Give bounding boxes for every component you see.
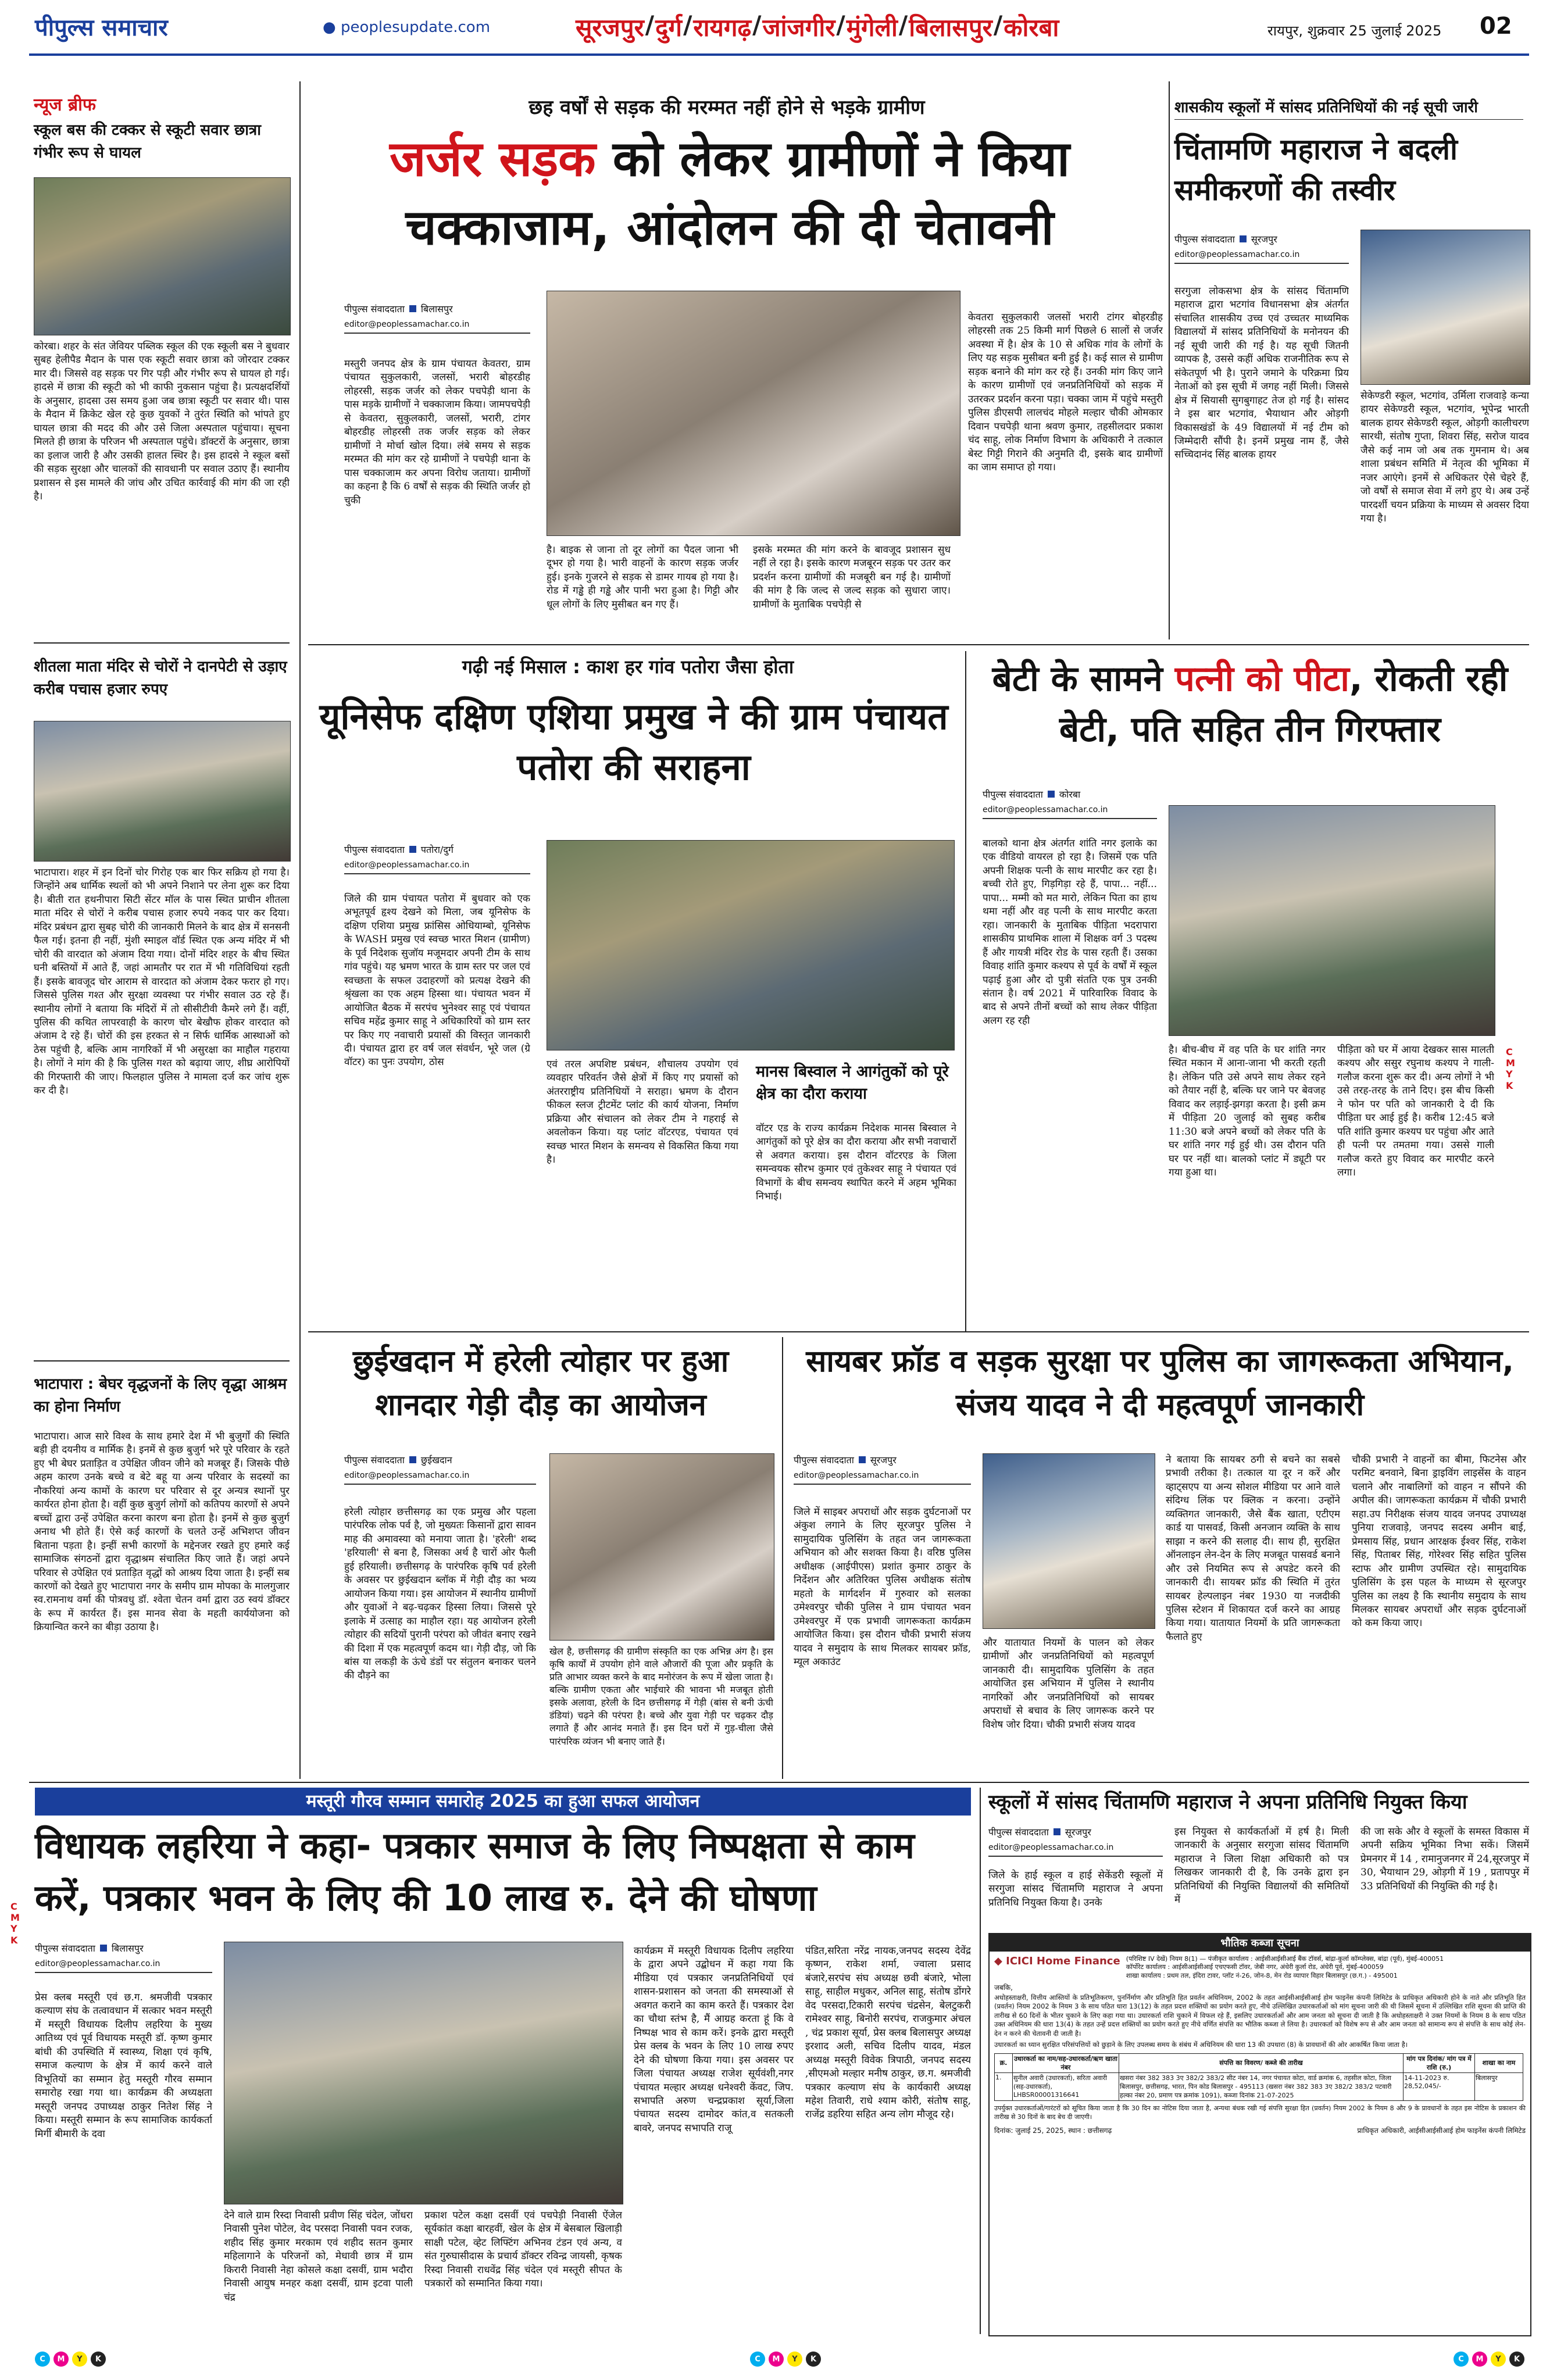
brief1-photo bbox=[34, 177, 291, 335]
table-header: मांग पत्र दिनांक/ मांग पत्र में राशि (रु.) bbox=[1404, 2053, 1475, 2072]
yellow-dot: Y bbox=[72, 2352, 87, 2367]
story3-byline bbox=[344, 843, 530, 874]
story3-kicker: गढ़ी नई मिसाल : काश हर गांव पतोरा जैसा होता bbox=[462, 656, 794, 678]
story7-col5: पंडित,सरिता नरेंद्र नायक,जनपद सदस्य देवेंद्र कृष्णन, राकेश शर्मा, ज्वाला प्रसाद बंजारे,सरपंच संघ अध्यक्ष छवी बंजारे, भोला साहू, साहील मधुकर, अनिल साहू, संतोष डोंगरे वेद परसदा,टिकारी सरपंच चंद्रसेन, बेलटुकरी रामेश्वर साहू, बिनोरी सरपंच, राजकुमार अंचल , चंद्र प्रकाश सूर्या, प्रेस क्लब बिलासपुर अध्यक्ष इरशाद अली, सचिव दिलीप यादव, मंडल अध्यक्ष मस्तूरी विवेक त्रिपाठी, जनपद सदस्य ,सीएमओ मल्हार मनीष ठाकुर, छ.ग. श्रमजीवी पत्रकार कल्याण संघ के कार्यकारी अध्यक्ष महेश तिवारी, राधे श्याम कोरी, संतोष साहू, राजेंद्र डहरिया सहित अन्य लोग मौजूद रहे। bbox=[805, 1945, 971, 2121]
story7-col1: प्रेस क्लब मस्तूरी एवं छ.ग. श्रमजीवी पत्रकार कल्याण संघ के तत्वावधान में सत्कार भवन मस्तूरी में मस्तूरी विधायक दिलीप लहरिया के मुख्य आतिथ्य एवं पूर्व विधायक मस्तूरी डॉ. कृष्ण कुमार बांधी की उपस्थिति में स्वास्थ्य, शिक्षा एवं कृषि, समाज कल्याण के क्षेत्र में कार्य करने वाले विभूतियों का सम्मान हेतु मस्तूरी गौरव सम्मान समारोह रखा गया था। कार्यक्रम की अध्यक्षता मस्तूरी जनपद उपाध्यक्ष ठाकुर नितेश सिंह ने किया। मस्तूरी सम्मान के रूप सामाजिक कार्यकर्ता मिर्गी बीमारी के दवा bbox=[35, 1992, 212, 2140]
story3-subheadline: मानस बिस्वाल ने आगंतुकों को पूरे क्षेत्र का दौरा कराया bbox=[756, 1063, 949, 1103]
black-dot: K bbox=[806, 2352, 821, 2367]
globe-icon: ● bbox=[323, 19, 336, 36]
reporter-email: editor@peoplessamachar.co.in bbox=[344, 320, 470, 329]
cyan-dot: C bbox=[35, 2352, 50, 2367]
black-dot: K bbox=[91, 2352, 106, 2367]
city: बिलासपुर bbox=[909, 13, 992, 42]
story1-col3: इसके मरम्मत की मांग करने के बावजूद प्रशासन सुध नहीं ले रहा है। इसके कारण मजबूरन सड़क पर उतर कर प्रदर्शन करना ग्रामीणों की मजबूरी बन गई है। ग्रामीणों की मांग है कि जल्द से जल्द सड़क को सुधारा जाए। ग्रामीणों के मुताबिक पचपेड़ी से bbox=[753, 544, 951, 610]
story3-headline: यूनिसेफ दक्षिण एशिया प्रमुख ने की ग्राम पंचायत पतोरा की सराहना bbox=[319, 695, 948, 788]
table-header: क्र. bbox=[995, 2053, 1013, 2072]
reporter-email: editor@peoplessamachar.co.in bbox=[794, 1471, 919, 1480]
story1-byline bbox=[344, 302, 530, 334]
square-icon bbox=[100, 1945, 107, 1952]
cyan-dot: C bbox=[750, 2352, 765, 2367]
notice-line: शाखा कार्यालय : प्रथम तल, इंदिरा टावर, प्लॉट नं-26, जोन-8, मेन रोड व्यापार विहार बिलासपुर (छ.ग.) - 495001 bbox=[1126, 1971, 1398, 1979]
magenta-dot: M bbox=[53, 2352, 69, 2367]
brief2-photo bbox=[34, 721, 291, 862]
company-name: ICICI Home Finance bbox=[1006, 1955, 1120, 1967]
reporter-email: editor@peoplessamachar.co.in bbox=[988, 1843, 1114, 1852]
story3-col1: जिले की ग्राम पंचायत पतोरा में बुधवार को एक अभूतपूर्व हृश्य देखने को मिला, जब यूनिसेफ के दक्षिण एशिया प्रमुख फ्रांसिस ओधियाम्बो, यूनिसेफ के WASH प्रमुख एवं स्वच्छ भारत मिशन (ग्रामीण) के पूर्व निदेशक सुजॉय मजूमदार अपनी टीम के साथ गांव पहुंचे। यह भ्रमण भारत के ग्राम स्तर पर जल एवं स्वच्छता के सफल उदाहरणों को प्रत्यक्ष देखने की श्रृंखला का एक अहम हिस्सा था। पंचायत भवन में आयोजित बैठक में सरपंच भुनेश्वर साहू एवं पंचायत सचिव महेंद्र कुमार साहू ने अधिकारियों को ग्राम स्तर पर किए गए नवाचारी प्रयासों की विस्तृत जानकारी दी। पंचायत द्वारा हर वर्ष जल संवर्धन, भूरे जल (ग्रे वॉटर) का पुनः उपयोग, ठोस bbox=[344, 893, 530, 1069]
story1-kicker: छह वर्षों से सड़क की मरम्मत नहीं होने से भड़के ग्रामीण bbox=[528, 96, 925, 119]
headline-text: बेटी के सामने bbox=[992, 659, 1175, 699]
story7-headline: विधायक लहरिया ने कहा- पत्रकार समाज के लिए निष्पक्षता से काम करें, पत्रकार भवन के लिए की 10 लाख रु. देने की घोषणा bbox=[35, 1824, 915, 1919]
logo-icon: ◆ bbox=[994, 1955, 1002, 1967]
story6-col4: चौकी प्रभारी ने वाहनों का बीमा, फिटनेस और परमिट बनवाने, बिना ड्राइविंग लाइसेंस के वाहन चलाने और नाबालिगों को वाहन न सौंपने की अपील की। जागरूकता कार्यक्रम में चौकी प्रभारी सहा.उप निरीक्षक संजय यादव जनपद उपाध्यक्ष पुनिया राजवाड़े, जनपद सदस्य अमीन बाई, प्रेमसाय सिंह, प्रधान आरक्षक ईश्वर सिंह, राकेश सिंह, पिताबर सिंह, गोरेश्वर सिंह सहित पुलिस स्टाफ और ग्रामीण उपस्थित रहे। सामुदायिक पुलिसिंग के इस पहल के माध्यम से सूरजपुर पुलिस का लक्ष्य है कि स्थानीय समुदाय के साथ मिलकर सायबर अपराधों और सड़क दुर्घटनाओं को कम किया जाए। bbox=[1352, 1454, 1526, 1629]
story6-col2: और यातायात नियमों के पालन को लेकर ग्रामीणों और जनप्रतिनिधियों को महत्वपूर्ण जानकारी दी। सामुदायिक पुलिसिंग के तहत आयोजित इस अभियान में पुलिस ने स्थानीय नागरिकों और जनप्रतिनिधियों को सायबर अपराधों से बचाव के लिए जागरूक करने पर विशेष जोर दिया। चौकी प्रभारी संजय यादव bbox=[983, 1637, 1154, 1731]
dateline: रायपुर, शुक्रवार 25 जुलाई 2025 bbox=[1267, 23, 1442, 39]
story8-byline bbox=[988, 1825, 1163, 1857]
reporter-name: पीपुल्स संवाददाता bbox=[35, 1943, 95, 1954]
cmyk-marker-side: C M Y K bbox=[1506, 1046, 1515, 1091]
story3-col2: एवं तरल अपशिष्ट प्रबंधन, शौचालय उपयोग एवं व्यवहार परिवर्तन जैसे क्षेत्रों में किए गए प्रयासों को अंतरराष्ट्रीय प्रतिनिधियों ने सराहा। भ्रमण के दौरान फीकल स्लज ट्रीटमेंट प्लांट की कार्य योजना, निर्माण प्रक्रिया और संचालन को लेकर टीम ने गहराई से अवलोकन किया। यह प्लांट वॉटरएड, पंचायत एवं स्वच्छ भारत मिशन के समन्वय से विकसित किया गया है। bbox=[547, 1059, 738, 1166]
story4-col1: बालको थाना क्षेत्र अंतर्गत शांति नगर इलाके का एक वीडियो वायरल हो रहा है। जिसमें एक पति अपनी शिक्षक पत्नी के साथ मारपीट कर रहा है। बच्ची रोते हुए, गिड़गिड़ा रहे हैं, पापा... नहीं... पापा... मम्मी को मत मारो, लेकिन पिता का हाथ थमा नहीं और वह पत्नी के साथ मारपीट करता रहा। जानकारी के मुताबिक पीड़िता भदरापारा शासकीय प्राथमिक शाला में शिक्षक वर्ग 3 पदस्थ हैं और गायत्री मंदिर रोड के पास रहती हैं। उसका विवाह शांति कुमार कश्यप से पूर्व के वर्षों में स्कूल पढ़ाई हुआ और दो पुत्री संतति एक पुत्र उनकी संतान है। वर्ष 2021 में पारिवारिक विवाद के बाद से अपने तीनों बच्चों को साथ लेकर पीड़िता अलग रह रही bbox=[983, 838, 1157, 1027]
byline-place: सूरजपुर bbox=[870, 1455, 897, 1466]
story8-col1: जिले के हाई स्कूल व हाई सेकेंडरी स्कूलों में सरगुजा सांसद चिंतामणि महाराज ने अपना प्रतिनिधि नियुक्त किया है। उनके bbox=[988, 1870, 1163, 1909]
reporter-email: editor@peoplessamachar.co.in bbox=[344, 1471, 470, 1480]
city: मुंगेली bbox=[846, 13, 898, 42]
square-icon bbox=[859, 1456, 866, 1463]
story8-col2: इस नियुक्त से कार्यकर्ताओं में हर्ष है। मिली जानकारी के अनुसार सरगुजा सांसद चिंतामणि महाराज ने जिला शिक्षा अधिकारी को पत्र लिखकर जानकारी दी है, कि उनके द्वारा इन प्रतिनिधियों की नियुक्ति विद्यालयों की समितियों में bbox=[1174, 1826, 1349, 1906]
byline-place: बिलासपुर bbox=[111, 1943, 144, 1954]
story2-byline bbox=[1174, 233, 1349, 264]
headline-highlight: जर्जर सड़क bbox=[390, 130, 596, 187]
story4-col3: पीड़िता को घर में आया देखकर सास मालती कश्यप और ससुर रघुनाथ कश्यप ने गाली-गलौज करना शुरू कर दी। अन्य लोगों ने भी उसे तरह-तरह के ताने दिए। इस बीच किसी ने फोन पर पति को जानकारी दे दी कि पीड़िता घर आई हुई है। करीब 12:45 बजे पति शांति कुमार कश्यप घर पहुंचा और आते ही पत्नी पर तमतमा गया। उससे गाली गलौज करते हुए विवाद कर मारपीट करने लगा। bbox=[1337, 1044, 1494, 1179]
reporter-email: editor@peoplessamachar.co.in bbox=[344, 860, 470, 870]
reporter-email: editor@peoplessamachar.co.in bbox=[35, 1959, 160, 1968]
table-cell: बिलासपुर bbox=[1475, 2072, 1523, 2100]
divider bbox=[1174, 119, 1523, 120]
square-icon bbox=[409, 1456, 416, 1463]
story6-photo bbox=[983, 1453, 1155, 1629]
byline-place: सूरजपुर bbox=[1251, 234, 1277, 245]
edition-cities: सूरजपुर / दुर्ग / रायगढ़ / जांजगीर / मुंगेली / बिलासपुर / कोरबा bbox=[576, 10, 1059, 44]
story2-col2: सेकेण्डरी स्कूल, भटगांव, उर्मिला राजवाड़े कन्या हायर सेकेण्डरी स्कूल, भटगांव, भूपेन्द्र भारती बालक हायर सेकेण्डरी स्कूल, ओड़गी कालीचरण सारथी, संतोष गुप्ता, शिवरा सिंह, सरोज यादव जैसे कई नाम जो अब तक गुमनाम थे। अब शाला प्रबंधन समिति में नेतृत्व की भूमिका में नजर आएंगे। इनमें से अधिकतर ऐसे चेहरे हैं, जो वर्षों से समाज सेवा में लगे हुए थे। अब उन्हें पारदर्शी चयन प्रक्रिया के माध्यम से अवसर दिया गया है। bbox=[1360, 390, 1529, 525]
story2-col1: सरगुजा लोकसभा क्षेत्र के सांसद चिंतामणि महाराज द्वारा भटगांव विधानसभा क्षेत्र अंतर्गत संचालित शासकीय उच्च एवं उच्चतर माध्यमिक विद्यालयों में सांसद प्रतिनिधियों के मनोनयन की नई सूची जारी की गई है। यह सूची जितनी व्यापक है, उससे कहीं अधिक राजनीतिक रूप से संकेतपूर्ण भी है। पुराने जमाने के परिक्रमा प्रिय नेताओं को इस सूची में जगह नहीं मिली। जिससे क्षेत्र में सियासी सुगबुगाहट तेज हो गई है। सांसद ने इस बार भटगांव, भैयाथान और ओड़गी विकासखंडों के 49 विद्यालयों में नई टीम को जिम्मेदारी सौंपी है। इनमें प्रमुख नाम हैं, जैसे सच्चिदानंद सिंह बालक हायर bbox=[1174, 285, 1349, 461]
cmyk-marks-right bbox=[1454, 2352, 1524, 2367]
reporter-name: पीपुल्स संवाददाता bbox=[344, 1455, 405, 1466]
reporter-name: पीपुल्स संवाददाता bbox=[983, 789, 1043, 800]
story7-kicker: मस्तूरी गौरव सम्मान समारोह 2025 का हुआ सफल आयोजन bbox=[35, 1788, 971, 1816]
story1-photo bbox=[547, 291, 960, 536]
notice-para: अधोहस्ताक्षरी, वित्तीय आस्तियों के प्रतिभूतिकरण, पुनर्निर्माण और प्रतिभूति हित प्रवर्तन अधिनियम, 2002 के तहत आईसीआईसीआई होम फाइनेंस कंपनी लिमिटेड के प्राधिकृत अधिकारी होने के नाते और प्रतिभूति हित (प्रवर्तन) नियम 2002 के नियम 3 के साथ पठित धारा 13(12) के तहत प्रदत्त शक्तियों का प्रयोग करते हुए, नीचे उल्लिखित उधारकर्ताओं को मांग सूचना जारी की थी जिसमें सूचना में उल्लिखित राशि सूचना की प्राप्ति की तारीख से 60 दिनों के भीतर चुकाने के लिए कहा गया था। उधारकर्ता राशि चुकाने में विफल रहे हैं, इसलिए उधारकर्ताओं और आम जनता को सूचना दी जाती है कि अधोहस्ताक्षरी ने उक्त नियमों के नियम 8 के साथ पठित उक्त अधिनियम की धारा 13(4) के तहत उन्हें प्रदत्त शक्तियों का प्रयोग करते हुए नीचे वर्णित संपत्ति का भौतिक कब्जा ले लिया है। उधारकर्ता को विशेष रूप से और आम जनता को सामान्य रूप से संपत्ति के साथ कोई लेन-देन न करने की चेतावनी दी जाती है। bbox=[994, 1993, 1526, 2038]
website-link[interactable] bbox=[323, 19, 490, 36]
story7-byline bbox=[35, 1942, 212, 1973]
table-header: शाखा का नाम bbox=[1475, 2053, 1523, 2072]
website-text: peoplesupdate.com bbox=[340, 19, 491, 36]
table-cell: सुनील अवारी (उधारकर्ता), सरिता अवारी (सह-उधारकर्ता), LHBSR00001316641 bbox=[1013, 2072, 1119, 2100]
story5-photo bbox=[549, 1453, 774, 1641]
column-divider bbox=[980, 1788, 981, 2334]
legal-notice bbox=[988, 1933, 1531, 2336]
brief3-headline: भाटापारा : बेघर वृद्धजनों के लिए वृद्धा आश्रम का होना निर्माण bbox=[34, 1375, 287, 1416]
byline-place: बिलासपुर bbox=[420, 303, 453, 315]
byline-place: छुईखदान bbox=[420, 1455, 452, 1466]
story7-col2: देने वाले ग्राम रिस्दा निवासी प्रवीण सिंह चंदेल, जोंधरा निवासी पुनेश पोटेल, वेद परसदा निवासी पवन रजक, शहीद सिंह कुमार मरकाम एवं शहीद सतन कुमार महिलागाने के परिजनों को, मेधावी छात्र में ग्राम किरारी निवासी नेहा कोसले कक्षा दसवीं, ग्राम भदौरा निवासी आयुष मनहर कक्षा दसवीं, ग्राम इटवा पाली चंद्र bbox=[224, 2210, 413, 2303]
city: सूरजपुर bbox=[576, 13, 644, 42]
byline-place: पतोरा/दुर्ग bbox=[420, 844, 453, 855]
paper-logo: पीपुल्स समाचार bbox=[35, 15, 168, 41]
story6-col1: जिले में साइबर अपराधों और सड़क दुर्घटनाओं पर अंकुश लगाने के लिए सूरजपुर पुलिस ने सामुदायिक पुलिसिंग के तहत जन जागरूकता अभियान को और सशक्त किया है। वरिष्ठ पुलिस अधीक्षक (आईपीएस) प्रशांत कुमार ठाकुर के निर्देशन और अतिरिक्त पुलिस अधीक्षक संतोष महतो के मार्गदर्शन में गुरुवार को सलका उमेश्वरपुर चौकी पुलिस ने ग्राम पंचायत भवन उमेश्वरपुर में एक प्रभावी जागरूकता कार्यक्रम आयोजित किया। इस दौरान चौकी प्रभारी संजय यादव ने समुदाय के साथ मिलकर सायबर फ्रॉड, म्यूल अकाउंट bbox=[794, 1506, 971, 1668]
story1-col2: है। बाइक से जाना तो दूर लोगों का पैदल जाना भी दूभर हो गया है। भारी वाहनों के कारण सड़क जर्जर हुई। इनके गुजरने से सड़क से डामर गायब हो गया है। रोड में गड्ढे ही गड्ढे और पानी भरा हुआ है। गिट्टी और धूल लोगों के लिए मुसीबत बन गए हैं। bbox=[547, 544, 738, 610]
story2-photo bbox=[1360, 230, 1530, 385]
notice-signatory: प्राधिकृत अधिकारी, आईसीआईसीआई होम फाइनेंस कंपनी लिमिटेड bbox=[1357, 2126, 1526, 2135]
table-header: संपत्ति का विवरण/ कब्जे की तारीख bbox=[1119, 2053, 1404, 2072]
table-header: उधारकर्ता का नाम/सह-उधारकर्ता/ऋण खाता नंबर bbox=[1013, 2053, 1119, 2072]
section-rule bbox=[308, 644, 1529, 645]
notice-salutation: जबकि, bbox=[994, 1983, 1013, 1992]
black-dot: K bbox=[1509, 2352, 1524, 2367]
brief2-text: भाटापारा। शहर में इन दिनों चोर गिरोह एक बार फिर सक्रिय हो गया है। जिन्होंने अब धार्मिक स्थलों को भी अपने निशाने पर लेना शुरू कर दिया है। बीती रात हथनीपारा सिटी सेंटर मॉल के पास स्थित प्राचीन शीतला माता मंदिर से चोरों ने करीब पचास हजार रुपये नकद पार कर दिया। मंदिर प्रबंधन द्वारा सुबह चोरी की जानकारी मिलने के बाद क्षेत्र में सनसनी फैल गई। इतना ही नहीं, मुंशी स्माइल वॉर्ड स्थित एक अन्य मंदिर में भी चोरी की वारदात को अंजाम दिया गया। दोनों मंदिर शहर के बीच स्थित घनी बस्तियों में आते हैं, जहां आमतौर पर रात में भी गतिविधियां रहती हैं। इसके बावजूद चोर आराम से वारदात को अंजाम देकर फरार हो गए। जिससे पुलिस गश्त और सुरक्षा व्यवस्था पर गंभीर सवाल उठ रहे हैं। स्थानीय लोगों ने बताया कि मंदिरों में तो सीसीटीवी कैमरे लगे हैं। वहीं, पुलिस की कथित लापरवाही के कारण चोर बेखौफ होकर वारदात को अंजाम दे रहे हैं। चोरों की इस हरकत से न सिर्फ धार्मिक आस्थाओं को ठेस पहुंची है, बल्कि आम नागरिकों में भी असुरक्षा का माहौल गहराया है। लोगों ने मांग की है कि पुलिस गश्त को बढ़ाया जाए, शीघ्र आरोपियों की गिरफ्तारी की जाए। फिलहाल पुलिस ने मामला दर्ज कर जांच शुरू कर दी है। bbox=[34, 867, 290, 1097]
notice-footer: उपर्युक्त उधारकर्ताओं/गारंटरों को सूचित किया जाता है कि 30 दिन का नोटिस दिया जाता है, अन्यथा बंधक रखी गई संपत्ति सुरक्षा हित (प्रवर्तन) नियम 2002 के नियम 8 और 9 के प्रावधानों के तहत इस नोटिस के प्रकाशन की तारीख से 30 दिनों के बाद बेच दी जाएगी। bbox=[994, 2104, 1526, 2121]
story4-headline bbox=[974, 654, 1526, 755]
story8-col3: की जा सके और वे स्कूलों के समस्त विकास में अपनी सक्रिय भूमिका निभा सकें। जिसमें प्रेमनगर में 14 , रामानुजनगर में 24,सूरजपुर में 30, भैयाथान 29, ओड़गी में 19 , प्रतापपुर में 33 प्रतिनिधियों की नियुक्ति की गई है। bbox=[1360, 1826, 1529, 1892]
story7-col3: प्रकाश पटेल कक्षा दसवीं एवं पचपेड़ी निवासी ऐंजेल सूर्यकांत कक्षा बारहवीं, खेल के क्षेत्र में बेसबाल खिलाड़ी साक्षी पटेल, व्हेट लिफ्टिंग अभिनव टंडन एवं अन्य, व संत गुरुघासीदास के प्रचार्य डॉक्टर रविन्द्र जायसी, कृषक रिस्दा निवासी राधवेंद्र सिंह चंदेल एवं मस्तूरी सीपत के पत्रकारों को सम्मानित किया गया। bbox=[424, 2210, 622, 2290]
cyan-dot: C bbox=[1454, 2352, 1469, 2367]
page-number: 02 bbox=[1480, 13, 1512, 40]
news-brief-label: न्यूज ब्रीफ bbox=[34, 95, 96, 115]
story8-headline: स्कूलों में सांसद चिंतामणि महाराज ने अपना प्रतिनिधि नियुक्त किया bbox=[988, 1791, 1467, 1814]
headline-text: को लेकर ग्रामीणों ने किया चक्काजाम, आंदोलन की दी चेतावनी bbox=[405, 130, 1070, 256]
divider bbox=[34, 642, 290, 644]
yellow-dot: Y bbox=[787, 2352, 802, 2367]
reporter-name: पीपुल्स संवाददाता bbox=[1174, 234, 1235, 245]
headline-highlight: पत्नी को पीटा bbox=[1174, 659, 1349, 699]
square-icon bbox=[1048, 791, 1055, 798]
city: कोरबा bbox=[1004, 13, 1059, 42]
table-cell: 1. bbox=[995, 2072, 1013, 2100]
story5-col2: खेल है, छत्तीसगढ़ की ग्रामीण संस्कृति का एक अभिन्न अंग है। इस कृषि कार्यों में उपयोग होने वाले औजारों की पूजा और प्रकृति के प्रति आभार व्यक्त करने के बाद मनोरंजन के रूप में खेला जाता है। बल्कि ग्रामीण एकता और भाईचारे की भावना भी मजबूत होती इसके अलावा, हरेली के दिन छत्तीसगढ़ में गेड़ी (बांस से बनी ऊंची डंडियां) चढ़ने की परंपरा है। बच्चे और युवा गेड़ी पर चढ़कर दौड़ लगाते हैं और आनंद मनाते हैं। इस दिन घरों में गुड़-चीला जैसे पारंपरिक व्यंजन भी बनाए जाते हैं। bbox=[549, 1646, 773, 1747]
story6-byline bbox=[794, 1453, 971, 1485]
story1-col4: केवतरा सुकुलकारी जलसों भरारी टांगर बोहरडीह लोहरसी तक 25 किमी मार्ग पिछले 6 सालों से जर्जर अवस्था में है। क्षेत्र के 10 से अधिक गांव के लोगों के लिए यह सड़क मुसीबत बनी हुई है। कई साल से ग्रामीण सड़क बनाने की मांग कर रहे हैं। उनकी मांग किए जाने के कारण ग्रामीणों एवं जनप्रतिनिधियों को सड़क में उतरकर प्रदर्शन करना पड़ा। चक्का जाम में पहुंचे मस्तुरी पुलिस डीएसपी लालचंद मोहले मल्हार चौकी ओमकार दिवान पचपेड़ी थाना श्रवण कुमार, तहसीलदार प्रकाश चंद साहू, लोक निर्माण विभाग के अधिकारी ने तत्काल बेस्ट गिट्टी गिराने की अनुमति दी, इसके बाद ग्रामीणों का जाम समाप्त हो गया। bbox=[968, 312, 1163, 473]
city: रायगढ़ bbox=[693, 13, 752, 42]
column-divider bbox=[1169, 81, 1170, 639]
headline-text: , रोकती रही बेटी, पति सहित तीन गिरफ्तार bbox=[1059, 659, 1508, 750]
brief2-headline: शीतला माता मंदिर से चोरों ने दानपेटी से उड़ाए करीब पचास हजार रुपए bbox=[34, 658, 287, 698]
notice-table bbox=[994, 2053, 1523, 2101]
story2-headline: चिंतामणि महाराज ने बदली समीकरणों की तस्वीर bbox=[1174, 133, 1458, 207]
story1-headline bbox=[308, 125, 1151, 262]
reporter-email: editor@peoplessamachar.co.in bbox=[983, 805, 1108, 814]
yellow-dot: Y bbox=[1491, 2352, 1506, 2367]
square-icon bbox=[1054, 1828, 1060, 1835]
notice-title: भौतिक कब्जा सूचना bbox=[990, 1934, 1530, 1952]
reporter-email: editor@peoplessamachar.co.in bbox=[1174, 250, 1300, 259]
column-divider bbox=[965, 651, 966, 1331]
notice-date: दिनांक: जुलाई 25, 2025, स्थान : छत्तीसगढ़ bbox=[994, 2126, 1112, 2135]
square-icon bbox=[1240, 235, 1247, 242]
cmyk-marker-left: C M Y K bbox=[10, 1901, 20, 1946]
magenta-dot: M bbox=[1472, 2352, 1487, 2367]
cmyk-marks-center bbox=[750, 2352, 821, 2367]
column-divider bbox=[782, 1337, 783, 1779]
square-icon bbox=[409, 846, 416, 853]
notice-para: उधारकर्ता का ध्यान सुरक्षित परिसंपत्तियों को छुड़ाने के लिए उपलब्ध समय के संबंध में अधिनियम की धारा 13 की उपधारा (8) के प्रावधानों की ओर आकर्षित किया जाता है। bbox=[994, 2040, 1408, 2049]
masthead-rule bbox=[29, 53, 1529, 56]
table-cell: खसरा नंबर 382 383 3ए 382/2 383/2 सीट नंबर 14, नगर पंचायत कोटा, वार्ड क्रमांक 6, तहसील कोटा, जिला बिलासपुर, छत्तीसगढ़, भारत, पिन कोड बिलासपुर - 495113 (खसरा नंबर 382 383 3ए 382/2 383/2 पटवारी हल्का नंबर 20, प्रमाण पत्र क्रमांक 1091), कब्जा दिनांक 21-07-2025 bbox=[1119, 2072, 1404, 2100]
reporter-name: पीपुल्स संवाददाता bbox=[344, 844, 405, 855]
story3-photo bbox=[547, 840, 955, 1050]
table-cell: 14-11-2023 रु. 28,52,045/- bbox=[1404, 2072, 1475, 2100]
story7-photo bbox=[224, 1942, 623, 2204]
story6-col3: ने बताया कि सायबर ठगी से बचने का सबसे प्रभावी तरीका है। तत्काल या दूर न करें और व्हाट्सएप या अन्य सोशल मीडिया पर आने वाले संदिग्ध लिंक पर क्लिक न करना। उन्होंने व्यक्तिगत जानकारी, जैसे बैंक खाता, एटीएम कार्ड या पासवर्ड, किसी अनजान व्यक्ति के साथ साझा न करने की सलाह दी। साथ ही, सुरक्षित ऑनलाइन लेन-देन के लिए मजबूत पासवर्ड बनाने और उसे नियमित रूप से अपडेट करने की जानकारी दी। सायबर फ्रॉड की स्थिति में तुरंत सायबर हेल्पलाइन नंबर 1930 या नजदीकी पुलिस स्टेशन में शिकायत दर्ज करने का आग्रह किया गया। यातायात नियमों के प्रति जागरूकता फैलाते हुए bbox=[1166, 1454, 1340, 1643]
masthead bbox=[0, 0, 1557, 52]
story3-subtext: वॉटर एड के राज्य कार्यक्रम निदेशक मानस बिस्वाल ने आगंतुकों को पूरे क्षेत्र का दौरा कराया और सभी नवाचारों से अवगत कराया। इस दौरान वॉटरएड के जिला समन्वयक सौरभ कुमार एवं तुकेश्वर साहू ने पंचायत एवं विभागों के बीच समन्वय स्थापित करने में अहम भूमिका निभाई। bbox=[756, 1123, 956, 1203]
column-divider bbox=[299, 81, 301, 1779]
story1-col1: मस्तुरी जनपद क्षेत्र के ग्राम पंचायत केवतरा, ग्राम पंचायत सुकुलकारी, जलसों, भरारी बोहरडीह लोहरसी, सड़क जर्जर को लेकर पचपेड़ी थाना के पास मड़के ग्रामीणों ने चक्काजाम किया। जामपचपेड़ी से केवतरा, सुकुलकारी, जलसों, भरारी, टांगर बोहरडीह लोहरसी तक जर्जर सड़क को लेकर ग्रामीणों ने मोर्चा खोल दिया। लंबे समय से सड़क मरम्मत की मांग कर रहे ग्रामीणों ने पचपेड़ी थाना के पास चक्काजाम कर अपना विरोध जताया। ग्रामीणों का कहना है कि 6 वर्षों से सड़क की स्थिति जर्जर हो चुकी bbox=[344, 358, 530, 506]
icici-logo bbox=[994, 1955, 1120, 1967]
cmyk-marks-left bbox=[35, 2352, 106, 2367]
story5-col1: हरेली त्योहार छत्तीसगढ़ का एक प्रमुख और पहला पारंपरिक लोक पर्व है, जो मुख्यतः किसानों द्वारा सावन माह की अमावस्या को मनाया जाता है। 'हरेली' शब्द 'हरियाली' से बना है, जिसका अर्थ है चारों ओर फैली हुई हरियाली। छत्तीसगढ़ के पारंपरिक कृषि पर्व हरेली के अवसर पर छुईखदान ब्लॉक में गेड़ी दौड़ का भव्य आयोजन किया गया। इस आयोजन में स्थानीय ग्रामीणों और युवाओं ने बढ़-चढ़कर हिस्सा लिया। जिससे पूरे इलाके में उत्साह का माहौल रहा। यह आयोजन हरेली त्योहार की सदियों पुरानी परंपरा को जीवंत बनाए रखने की दिशा में एक महत्वपूर्ण कदम था। गेड़ी दौड़, जो कि बांस या लकड़ी के ऊंचे डंडों पर संतुलन बनाकर चलने की दौड़ने का bbox=[344, 1506, 536, 1682]
notice-line: कॉर्पोरेट कार्यालय : आईसीआईसीआई एचएफसी टॉवर, जेबी नगर, अंधेरी कुर्ला रोड, अंधेरी पूर्व, मुंबई-400059 bbox=[1126, 1963, 1384, 1971]
magenta-dot: M bbox=[769, 2352, 784, 2367]
reporter-name: पीपुल्स संवाददाता bbox=[794, 1455, 854, 1466]
brief1-headline: स्कूल बस की टक्कर से स्कूटी सवार छात्रा गंभीर रूप से घायल bbox=[34, 121, 262, 162]
brief3-text: भाटापारा। आज सारे विश्व के साथ हमारे देश में भी बुजुर्गों की स्थिति बड़ी ही दयनीय व मार्मिक है। इनमें से कुछ बुजुर्ग भरे पूरे परिवार के रहते हुए भी बेघर प्रताड़ित व उपेक्षित जीवन जीने को मजबूर हैं। जिसके पीछे अहम कारण उनके बच्चे व बेटे बहू या अन्य परिवार के सदस्यों का नौकरियां अन्य कामों के कारण घर परिवार से दूर अन्यत्र स्थानों पुर कार्यरत होना होता है। वहीं कुछ बुजुर्ग लोगों को कतिपय कारणों से अपने बच्चों द्वारा उन्हें उपेक्षित करना कारण बना होता है। इनमें से कुछ बुजुर्ग अनाथ भी होते हैं। ऐसे कई कारणों के चलते उन्हें अभिशप्त जीवन बिताना पड़ता है। इन्हीं सभी कारणों के मद्देनजर रखते हुए हमारे कई सामाजिक संगठनों द्वारा वृद्धाश्रम संचालित किए जाते हैं। जहां अपने परिवार से उपेक्षित एवं प्रताड़ित वृद्धों को आश्रय दिया जाता है। इन्हीं सब कारणों को देखते हुए भाटापारा नगर के समीप ग्राम मोपका के मालगुजार स्व.रामनाथ वर्मा की पोत्रवधु डॉ. श्वेता चेतन वर्मा द्वारा उठ स्वयं डॉक्टर के रूप में कार्यरत हैं। इस मानव सेवा के महती कार्ययोजना को क्रियान्वित करने का बीड़ा उठाया है। bbox=[34, 1431, 290, 1634]
story7-col4: कार्यक्रम में मस्तूरी विधायक दिलीप लहरिया के द्वारा अपने उद्बोधन में कहा गया कि मीडिया एवं पत्रकार जनप्रतिनिधियों एवं शासन-प्रशासन को जनता की समस्याओं से अवगत कराने का काम करते हैं। पत्रकार देश का चौथा स्तंभ है, मैं आग्रह करता हूं कि वे निष्पक्ष भाव से काम करें। इनके द्वारा मस्तूरी प्रेस क्लब के भवन के लिए 10 लाख रुपए देने की घोषणा किया गया। इस अवसर पर जिला पंचायत अध्यक्ष राजेश सूर्यवंशी,नगर पंचायत मल्हार अध्यक्ष धनेश्वरी केंवट, जिप. सभापति अरुण चन्द्रप्रकाश सूर्या,जिला पंचायत सदस्य दामोदर कांत,व सतकली बावरे, जनपद सभापति राजू bbox=[634, 1945, 794, 2134]
section-rule bbox=[308, 1331, 1529, 1332]
story5-byline bbox=[344, 1453, 536, 1485]
section-rule bbox=[29, 1782, 1529, 1783]
city: दुर्ग bbox=[655, 13, 683, 42]
story4-col2: है। बीच-बीच में वह पति के घर शांति नगर स्थित मकान में आना-जाना भी करती रहती है। लेकिन पति उसे अपने साथ लेकर रहने को तैयार नहीं है, बल्कि घर जाने पर बेवजह विवाद कर लड़ाई-झगड़ा करता है। इसी क्रम में पीड़िता 20 जुलाई को सुबह करीब 11:30 बजे अपने बच्चों को लेकर पति के घर शांति नगर गई हुई थी। उस दौरान पति घर पर नहीं था। बालको प्लांट में ड्यूटी पर गया हुआ था। bbox=[1169, 1044, 1326, 1179]
story2-kicker: शासकीय स्कूलों में सांसद प्रतिनिधियों की नई सूची जारी bbox=[1174, 99, 1479, 116]
story4-photo bbox=[1169, 805, 1495, 1036]
reporter-name: पीपुल्स संवाददाता bbox=[344, 303, 405, 315]
square-icon bbox=[409, 305, 416, 312]
byline-place: सूरजपुर bbox=[1065, 1827, 1091, 1838]
story4-byline bbox=[983, 788, 1157, 819]
city: जांजगीर bbox=[762, 13, 835, 42]
reporter-name: पीपुल्स संवाददाता bbox=[988, 1827, 1049, 1838]
table-row bbox=[995, 2072, 1523, 2100]
divider bbox=[34, 1360, 290, 1361]
byline-place: कोरबा bbox=[1059, 789, 1081, 800]
brief1-text: कोरबा। शहर के संत जेवियर पब्लिक स्कूल की एक स्कूली बस ने बुधवार सुबह हेलीपैड मैदान के पास एक स्कूटी सवार छात्रा को जोरदार टक्कर मार दी। जिससे वह सड़क पर गिर पड़ी और गंभीर रूप से घायल हो गई। हादसे में छात्रा की स्कूटी को भी काफी नुकसान पहुंचा है। प्रत्यक्षदर्शियों के अनुसार, हादसा उस समय हुआ जब छात्रा स्कूटी पर सवार थी। पास के मैदान में क्रिकेट खेल रहे कुछ युवकों ने तुरंत स्थिति को भांपते हुए घायल छात्रा की मदद की और उसे जिला अस्पताल पहुंचाया। सूचना मिलते ही छात्रा के परिजन भी अस्पताल पहुंचे। डॉक्टरों के अनुसार, छात्रा का इलाज जारी है और उसकी हालत स्थिर है। इस हादसे ने स्कूल बसों की सड़क सुरक्षा और चालकों की सावधानी पर सवाल उठाए हैं। स्थानीय प्रशासन से इस मामले की जांच और उचित कार्रवाई की मांग की जा रही है। bbox=[34, 341, 290, 502]
notice-line: (परिशिष्ट IV देखें) नियम 8(1) — पंजीकृत कार्यालय : आईसीआईसीआई बैंक टॉवर्स, बांद्रा-कुर्ला कॉम्प्लेक्स, बांद्रा (पूर्व), मुंबई-400051 bbox=[1126, 1955, 1444, 1963]
story6-headline: सायबर फ्रॉड व सड़क सुरक्षा पर पुलिस का जागरूकता अभियान, संजय यादव ने दी महत्वपूर्ण जानकारी bbox=[806, 1344, 1514, 1423]
story5-headline: छुईखदान में हरेली त्योहार पर हुआ शानदार गेड़ी दौड़ का आयोजन bbox=[352, 1344, 729, 1423]
